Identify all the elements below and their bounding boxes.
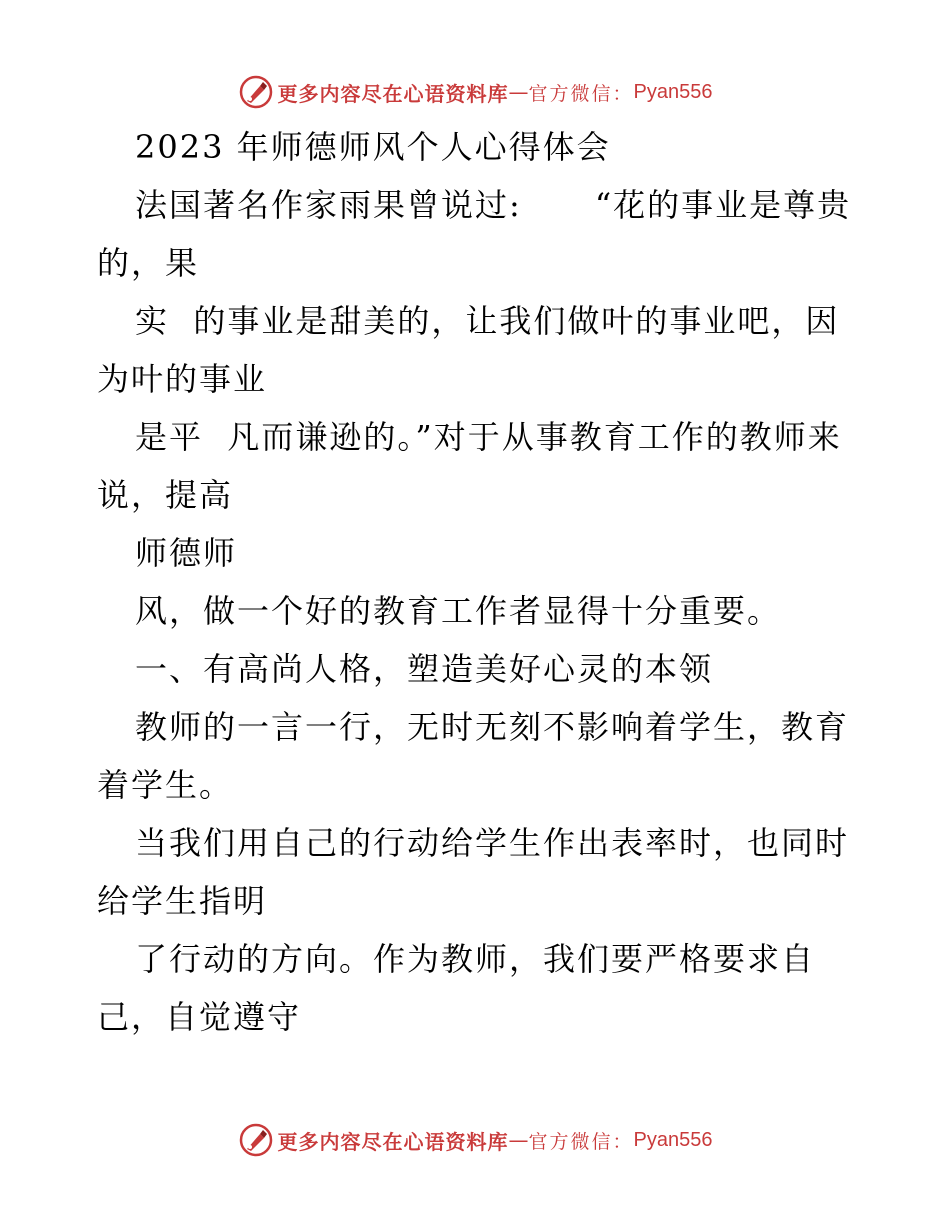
pen-logo-icon bbox=[238, 1122, 274, 1158]
site-label: 更多内容尽在心语资料库 bbox=[277, 81, 509, 106]
paragraph: 师德师 bbox=[135, 534, 238, 572]
paragraph: 教师的一言一行，无时无刻不影响着学生，教育着学生。 bbox=[97, 708, 850, 804]
paragraph: 实 的事业是甜美的，让我们做叶的事业吧，因为叶的事业 bbox=[97, 302, 840, 398]
footer-banner bbox=[0, 1118, 950, 1162]
site-label: 更多内容尽在心语资料库 bbox=[277, 1129, 509, 1154]
header-banner bbox=[0, 70, 950, 114]
doc-title: 2023 年师德师风个人心得体会 bbox=[135, 128, 611, 166]
banner-dash: — bbox=[508, 1128, 529, 1152]
paragraph: 是平 凡而谦逊的。”对于从事教育工作的教师来说，提高 bbox=[97, 418, 842, 514]
paragraph: 法国著名作家雨果曾说过: “花的事业是尊贵的，果 bbox=[97, 186, 852, 282]
wechat-id: Pyan556 bbox=[633, 80, 713, 103]
paragraph: 当我们用自己的行动给学生作出表率时，也同时给学生指明 bbox=[97, 824, 850, 920]
document-body bbox=[97, 118, 857, 1046]
paragraph: 了行动的方向。作为教师，我们要严格要求自己，自觉遵守 bbox=[97, 940, 816, 1036]
section-heading: 一、有高尚人格，塑造美好心灵的本领 bbox=[135, 650, 714, 688]
pen-logo-icon bbox=[238, 74, 274, 110]
wechat-label: 官方微信： bbox=[528, 82, 634, 105]
paragraph: 风，做一个好的教育工作者显得十分重要。 bbox=[135, 592, 782, 630]
wechat-label: 官方微信： bbox=[528, 1130, 634, 1153]
banner-dash: — bbox=[508, 80, 529, 104]
wechat-id: Pyan556 bbox=[633, 1128, 713, 1151]
